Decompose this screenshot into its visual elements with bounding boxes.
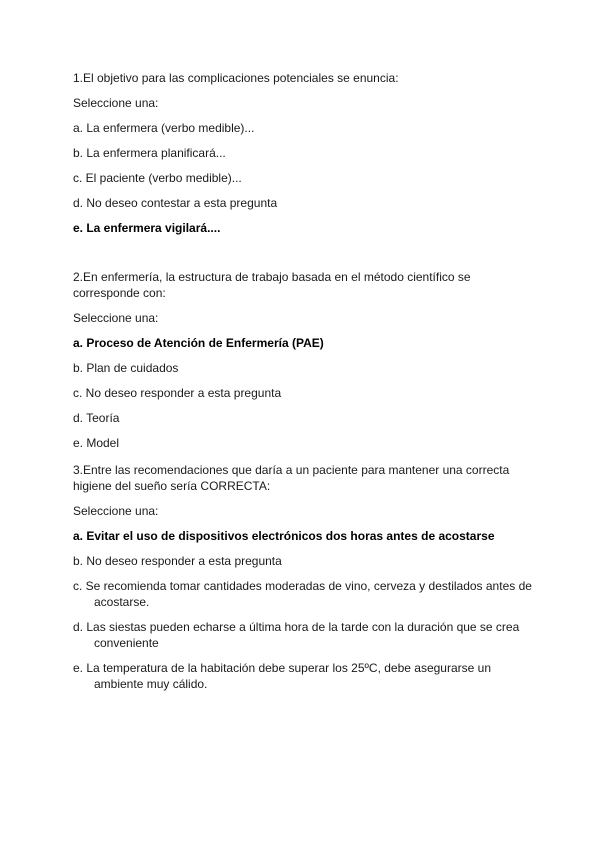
option-a-selected: a. Proceso de Atención de Enfermería (PAE): [73, 336, 324, 350]
question-3: [73, 462, 533, 692]
question-1: [73, 70, 533, 236]
option-b: b. Plan de cuidados: [73, 361, 179, 375]
select-prompt: Seleccione una:: [73, 311, 159, 325]
select-prompt: Seleccione una:: [73, 96, 159, 110]
option-b: b. No deseo responder a esta pregunta: [73, 554, 282, 568]
question-2: [73, 269, 533, 451]
option-e: e. La temperatura de la habitación debe superar los 25ºC, debe asegurarse un ambiente muy cálido.: [73, 661, 491, 691]
option-c: c. No deseo responder a esta pregunta: [73, 386, 282, 400]
question-title: 3.Entre las recomendaciones que daría a un paciente para mantener una correcta higiene del sueño sería CORRECTA:: [73, 463, 510, 493]
option-e-selected: e. La enfermera vigilará....: [73, 221, 221, 235]
option-b: b. La enfermera planificará...: [73, 146, 226, 160]
question-title: 2.En enfermería, la estructura de trabajo basada en el método científico se corresponde con:: [73, 270, 471, 300]
question-title: 1.El objetivo para las complicaciones potenciales se enuncia:: [73, 71, 399, 85]
option-c: c. Se recomienda tomar cantidades moderadas de vino, cerveza y destilados antes de acostarse.: [73, 579, 532, 609]
option-c: c. El paciente (verbo medible)...: [73, 171, 242, 185]
select-prompt: Seleccione una:: [73, 504, 159, 518]
document-page: [73, 70, 533, 701]
option-d: d. No deseo contestar a esta pregunta: [73, 196, 278, 210]
option-e: e. Model: [73, 436, 120, 450]
option-a-selected: a. Evitar el uso de dispositivos electrónicos dos horas antes de acostarse: [73, 529, 495, 543]
option-d: d. Las siestas pueden echarse a última hora de la tarde con la duración que se crea conveniente: [73, 620, 520, 650]
option-a: a. La enfermera (verbo medible)...: [73, 121, 255, 135]
option-d: d. Teoría: [73, 411, 120, 425]
